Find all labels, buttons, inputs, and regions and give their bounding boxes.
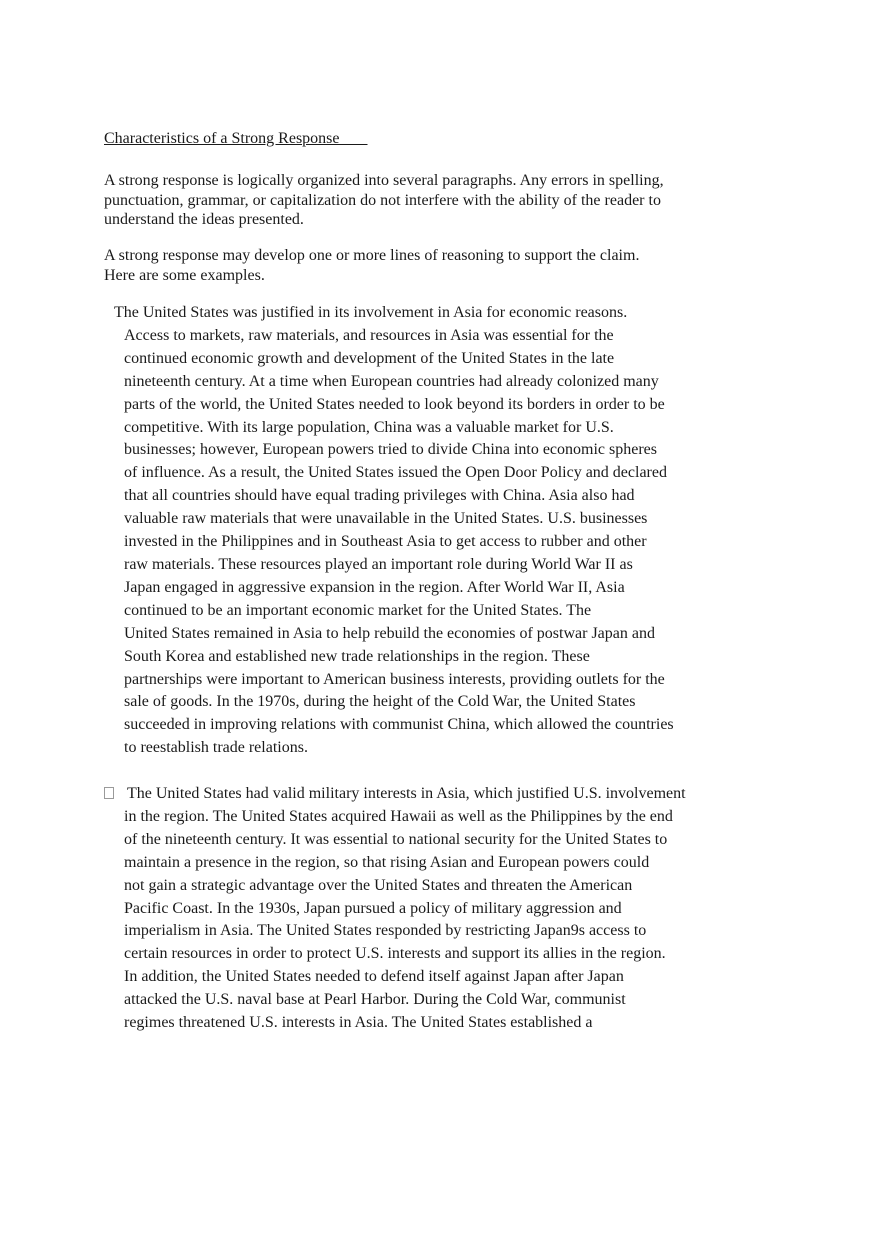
text-line: invested in the Philippines and in Southeast Asia to get access to rubber and other [124,533,647,551]
text-line: businesses; however, European powers tried to divide China into economic spheres [124,441,658,459]
text-line: raw materials. These resources played an important role during World War II as [124,555,633,573]
text-line: of influence. As a result, the United States issued the Open Door Policy and declared [124,464,667,482]
text-line: United States remained in Asia to help rebuild the economies of postwar Japan and [124,624,655,642]
text-line: A strong response is logically organized into several paragraphs. Any errors in spelling, [104,172,664,189]
missing-glyph-box-icon [104,787,114,799]
text-line: punctuation, grammar, or capitalization do not interfere with the ability of the reader to [104,191,661,209]
text-line: of the nineteenth century. It was essential to national security for the United States to [124,830,668,848]
text-line: understand the ideas presented. [104,211,304,228]
text-line-content: The United States had valid military interests in Asia, which justified U.S. involvement [127,785,686,802]
text-line: attacked the U.S. naval base at Pearl Harbor. During the Cold War, communist [124,991,626,1009]
military-interests-example [104,783,764,1035]
text-line: to reestablish trade relations. [124,739,308,757]
text-line: maintain a presence in the region, so that rising Asian and European powers could [124,853,650,871]
text-line: certain resources in order to protect U.S. interests and support its allies in the region. [124,945,666,963]
text-line: imperialism in Asia. The United States responded by restricting Japan9s access to [124,922,647,940]
text-line: parts of the world, the United States needed to look beyond its borders in order to be [124,395,665,413]
text-line: A strong response may develop one or more lines of reasoning to support the claim. [104,247,640,264]
text-line: valuable raw materials that were unavailable in the United States. U.S. businesses [124,510,648,528]
text-line: partnerships were important to American business interests, providing outlets for the [124,670,665,688]
text-line: not gain a strategic advantage over the United States and threaten the American [124,876,633,894]
text-line: Here are some examples. [104,266,265,284]
economic-reasons-example [104,302,764,760]
text-line: continued to be an important economic market for the United States. The [124,601,592,619]
text-line: that all countries should have equal trading privileges with China. Asia also had [124,487,635,505]
text-line: regimes threatened U.S. interests in Asia. The United States established a [124,1014,593,1032]
text-line: sale of goods. In the 1970s, during the height of the Cold War, the United States [124,693,636,711]
text-line: Access to markets, raw materials, and resources in Asia was essential for the [124,326,614,344]
text-line: Pacific Coast. In the 1930s, Japan pursued a policy of military aggression and [124,899,622,917]
text-line: Japan engaged in aggressive expansion in the region. After World War II, Asia [124,578,625,596]
text-line: succeeded in improving relations with communist China, which allowed the countries [124,716,674,734]
text-line: In addition, the United States needed to defend itself against Japan after Japan [124,968,624,986]
text-line: South Korea and established new trade relationships in the region. These [124,647,590,665]
text-line: The United States was justified in its involvement in Asia for economic reasons. [114,304,628,321]
text-line: in the region. The United States acquired Hawaii as well as the Philippines by the end [124,807,673,825]
reasoning-paragraph [104,246,744,285]
text-line: competitive. With its large population, China was a valuable market for U.S. [124,418,614,436]
text-line: continued economic growth and development of the United States in the late [124,349,615,367]
organization-paragraph [104,171,744,230]
text-line: nineteenth century. At a time when European countries had already colonized many [124,372,659,390]
text-line [104,783,764,806]
section-heading: Characteristics of a Strong Response [104,130,368,147]
